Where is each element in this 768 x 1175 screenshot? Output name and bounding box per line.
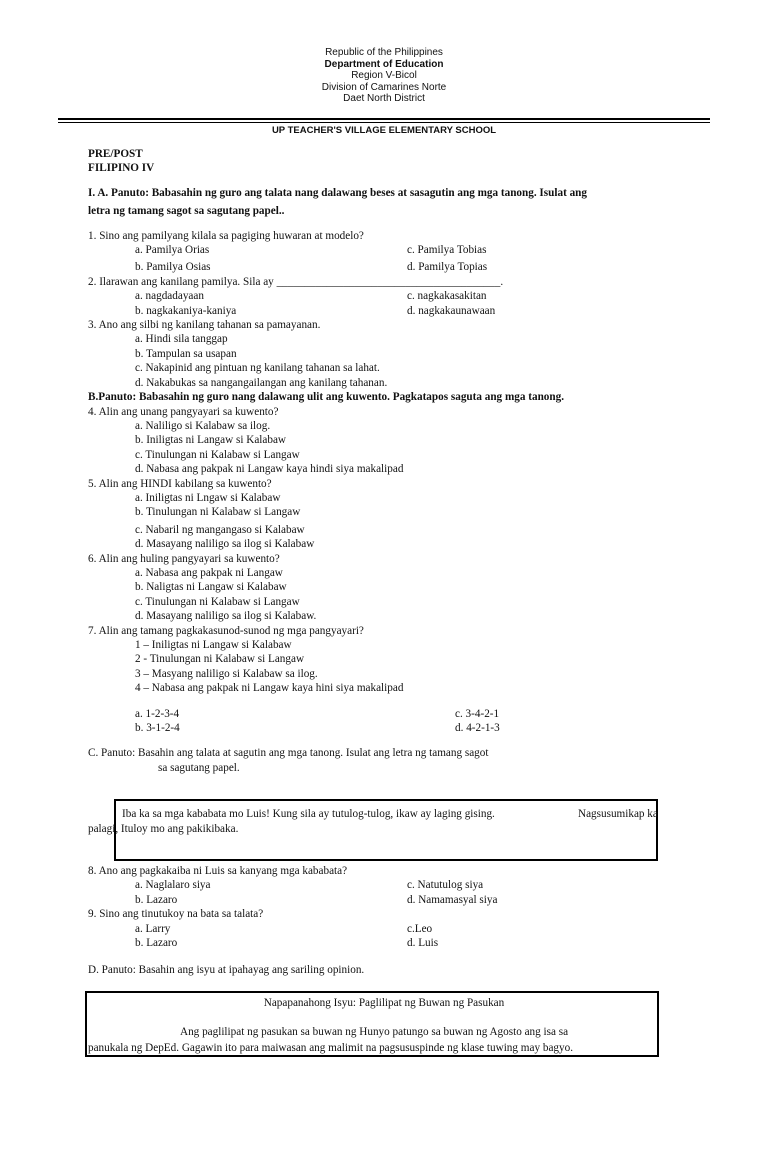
choice-2c: c. nagkakasakitan	[407, 290, 487, 303]
header-rule-thin	[58, 122, 710, 123]
header-division: Division of Camarines Norte	[321, 81, 447, 93]
section-d-instruction: D. Panuto: Basahin ang isyu at ipahayag ang sariling opinion.	[88, 964, 365, 977]
choice-3b: b. Tampulan sa usapan	[135, 347, 237, 360]
issue-line1: Ang paglilipat ng pasukan sa buwan ng Hunyo patungo sa buwan ng Agosto ang isa sa	[180, 1026, 569, 1038]
header-republic: Republic of the Philippines	[325, 47, 443, 58]
question-7: 7. Alin ang tamang pagkakasunod-sunod ng mga pangyayari?	[88, 624, 364, 637]
section-c-instruction-line2: sa sagutang papel.	[158, 761, 240, 774]
choice-8c: c. Natutulog siya	[407, 879, 484, 892]
paragraph-line2: palagi, Ituloy mo ang pakikibaka.	[88, 823, 239, 835]
choice-7b: b. 3-1-2-4	[135, 722, 180, 735]
header-department: Department of Education	[324, 58, 444, 70]
question-7-choices-bd	[88, 721, 688, 735]
issue-line2: panukala ng DepEd. Gagawin ito para maiwasan ang malimit na pagsususpinde ng klase tuwing may bagyo.	[88, 1042, 573, 1054]
choice-2a: a. nagdadayaan	[135, 290, 204, 303]
question-8-choices-bd	[88, 893, 688, 907]
choice-3d: d. Nakabukas sa nangangailangan ang kanilang tahanan.	[135, 376, 388, 389]
question-4: 4. Alin ang unang pangyayari sa kuwento?	[88, 405, 279, 418]
question-5: 5. Alin ang HINDI kabilang sa kuwento?	[88, 477, 272, 490]
section-b-instruction: B.Panuto: Babasahin ng guro nang dalawang ulit ang kuwento. Pagkatapos saguta ang mga tanong.	[88, 391, 565, 404]
question-3: 3. Ano ang silbi ng kanilang tahanan sa pamayanan.	[88, 319, 321, 332]
section-a-instruction-line2: letra ng tamang sagot sa sagutang papel..	[88, 205, 285, 218]
question-8: 8. Ano ang pagkakaiba ni Luis sa kanyang mga kababata?	[88, 865, 348, 877]
choice-9a: a. Larry	[135, 922, 171, 935]
question-6: 6. Alin ang huling pangyayari sa kuwento?	[88, 552, 280, 565]
choice-8d: d. Namamasyal siya	[407, 893, 498, 906]
choice-5c: c. Nabaril ng mangangaso si Kalabaw	[135, 523, 305, 536]
choice-1c: c. Pamilya Tobias	[407, 244, 487, 257]
sequence-item-3: 3 – Masyang naliligo si Kalabaw sa ilog.	[135, 667, 318, 680]
choice-6a: a. Nabasa ang pakpak ni Langaw	[135, 566, 283, 579]
choice-1b: b. Pamilya Osias	[135, 261, 211, 274]
choice-6b: b. Naligtas ni Langaw si Kalabaw	[135, 581, 287, 594]
choice-9c: c.Leo	[407, 922, 433, 935]
sequence-item-4: 4 – Nabasa ang pakpak ni Langaw kaya hini siya makalipad	[135, 682, 404, 695]
section-a-instruction-line1: I. A. Panuto: Babasahin ng guro ang talata nang dalawang beses at sasagutin ang mga tanong. Isulat ang	[88, 186, 587, 199]
choice-2d: d. nagkakaunawaan	[407, 304, 496, 317]
choice-7a: a. 1-2-3-4	[135, 707, 180, 720]
issue-title: Napapanahong Isyu: Paglilipat ng Buwan ng Pasukan	[263, 997, 505, 1009]
choice-4b: b. Iniligtas ni Langaw si Kalabaw	[135, 434, 286, 447]
choice-3c: c. Nakapinid ang pintuan ng kanilang tahanan sa lahat.	[135, 362, 380, 375]
choice-1a: a. Pamilya Orias	[135, 244, 210, 257]
paragraph-line1-end: Nagsusumikap ka	[578, 808, 658, 820]
question-2-choices-ac	[88, 289, 688, 303]
choice-4c: c. Tinulungan ni Kalabaw si Langaw	[135, 448, 300, 461]
exam-body	[88, 147, 688, 775]
question-9: 9. Sino ang tinutukoy na bata sa talata?	[88, 908, 264, 921]
choice-7d: d. 4-2-1-3	[455, 722, 500, 735]
question-9-choices-bd	[88, 936, 688, 950]
paragraph-line1: Iba ka sa mga kababata mo Luis! Kung sila ay tutulog-tulog, ikaw ay laging gising.	[122, 808, 495, 820]
question-7-choices-ac	[88, 707, 688, 721]
exam-title-subject: FILIPINO IV	[88, 162, 155, 175]
question-9-choices-ac	[88, 922, 688, 936]
header-region: Region V-Bicol	[351, 70, 417, 81]
header-district: Daet North District	[343, 93, 425, 104]
choice-7c: c. 3-4-2-1	[455, 707, 500, 720]
choice-9b: b. Lazaro	[135, 937, 178, 950]
choice-5b: b. Tinulungan ni Kalabaw si Langaw	[135, 506, 301, 519]
choice-3a: a. Hindi sila tanggap	[135, 333, 228, 346]
choice-4a: a. Naliligo si Kalabaw sa ilog.	[135, 419, 271, 432]
question-1-choices-ac	[88, 243, 688, 257]
choice-8a: a. Naglalaro siya	[135, 879, 211, 892]
question-2-choices-bd	[88, 304, 688, 318]
section-c-instruction-line1: C. Panuto: Basahin ang talata at sagutin ang mga tanong. Isulat ang letra ng tamang sagot	[88, 747, 489, 760]
choice-5d: d. Masayang naliligo sa ilog si Kalabaw	[135, 538, 315, 551]
choice-4d: d. Nabasa ang pakpak ni Langaw kaya hindi siya makalipad	[135, 463, 404, 476]
choice-2b: b. nagkakaniya-kaniya	[135, 304, 237, 317]
choice-5a: a. Iniligtas ni Lngaw si Kalabaw	[135, 491, 281, 504]
document-header	[0, 47, 768, 105]
header-rule-thick	[58, 118, 710, 120]
question-2: 2. Ilarawan ang kanilang pamilya. Sila ay ________________________________________.	[88, 275, 504, 288]
exam-title-prepost: PRE/POST	[88, 148, 143, 160]
question-1: 1. Sino ang pamilyang kilala sa pagiging huwaran at modelo?	[88, 229, 364, 242]
sequence-item-1: 1 – Iniligtas ni Langaw si Kalabaw	[135, 639, 292, 651]
choice-6d: d. Masayang naliligo sa ilog si Kalabaw.	[135, 610, 317, 623]
choice-1d: d. Pamilya Topias	[407, 261, 488, 274]
choice-9d: d. Luis	[407, 937, 439, 950]
question-8-choices-ac	[88, 878, 688, 892]
question-1-choices-bd	[88, 260, 688, 274]
school-name: UP TEACHER'S VILLAGE ELEMENTARY SCHOOL	[271, 125, 497, 136]
sequence-item-2: 2 - Tinulungan ni Kalabaw si Langaw	[135, 653, 305, 666]
exam-body-lower	[88, 864, 688, 978]
choice-8b: b. Lazaro	[135, 893, 178, 906]
choice-6c: c. Tinulungan ni Kalabaw si Langaw	[135, 595, 300, 608]
